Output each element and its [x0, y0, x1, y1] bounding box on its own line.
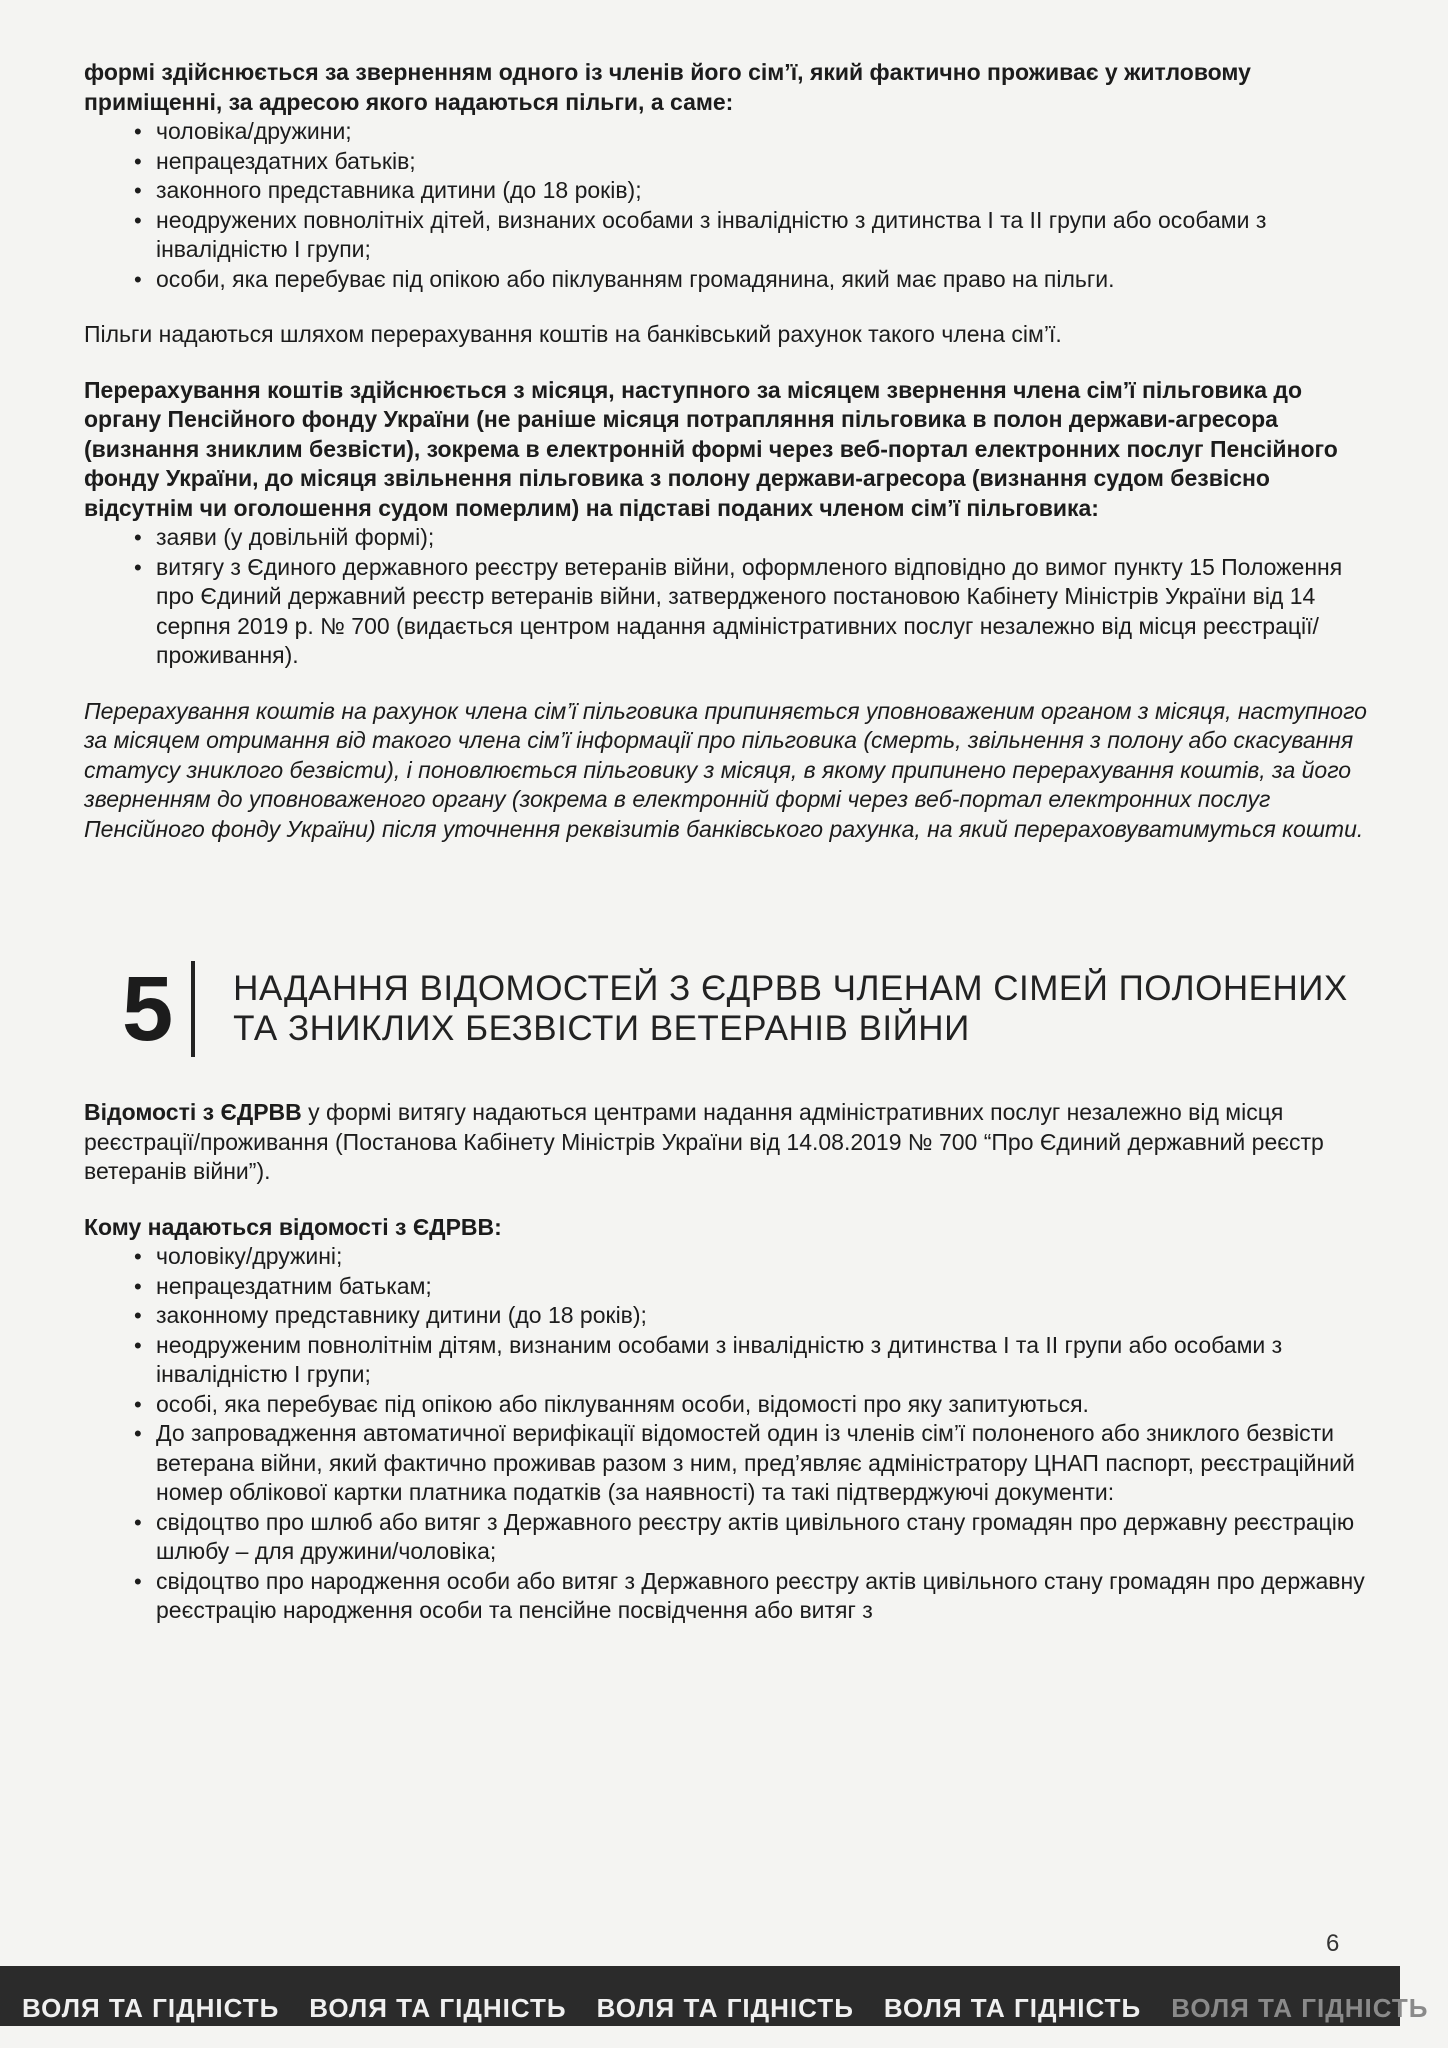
list-item: • заяви (у довільній формі); — [84, 523, 1374, 553]
transfer-rule: Перерахування коштів здійснюється з місяця, наступного за місяцем звернення члена сім’ї пільговика до органу Пенсійного фонду України (не раніше місяця потрапляння пільговика в полон держави-агресора (визнання зниклим безвісти), зокрема в електронній формі через веб-портал електронних послуг Пенсійного фонду України, до місяця звільнення пільговика з полону держави-агресора (визнання судом безвісно відсутнім чи оголошення судом померлим) на підставі поданих членом сім’ї пільговика: — [84, 376, 1338, 521]
list-item: • свідоцтво про шлюб або витяг з Державного реєстру актів цивільного стану громадян про державну реєстрацію шлюбу – для дружини/чоловіка; — [84, 1508, 1374, 1567]
edrvv-text: у формі витягу надаються центрами надання адміністративних послуг незалежно від місця реєстрації/проживання (Постанова Кабінету Міністрів України від 14.08.2019 № 700 “Про Єдиний державний реєстр ветеранів війни”). — [84, 1099, 1324, 1184]
list-item: • законного представника дитини (до 18 років); — [84, 176, 1374, 206]
list-item: • неодруженим повнолітнім дітям, визнаним особами з інвалідністю з дитинства I та II групи або особами з інвалідністю I групи; — [84, 1331, 1374, 1390]
recipients-list — [84, 1242, 1374, 1626]
section-title-line: ТА ЗНИКЛИХ БЕЗВІСТИ ВЕТЕРАНІВ ВІЙНИ — [233, 1009, 970, 1048]
section-title-line: НАДАННЯ ВІДОМОСТЕЙ З ЄДРВВ ЧЛЕНАМ СІМЕЙ ПОЛОНЕНИХ — [233, 969, 1348, 1008]
list-item: • неодружених повнолітніх дітей, визнаних особами з інвалідністю з дитинства I та II групи або особами з інвалідністю I групи; — [84, 206, 1374, 265]
footer-motto: ВОЛЯ ТА ГІДНІСТЬ — [22, 1993, 280, 2023]
footer-motto: ВОЛЯ ТА ГІДНІСТЬ — [883, 1993, 1142, 2023]
list-item: • чоловіка/дружини; — [84, 117, 1374, 147]
edrvv-paragraph — [84, 1098, 1374, 1187]
list-item: • особи, яка перебуває під опікою або піклуванням громадянина, який має право на пільги. — [84, 265, 1374, 295]
footer-motto: ВОЛЯ ТА ГІДНІСТЬ — [596, 1993, 854, 2023]
footer-band — [0, 1966, 1429, 2026]
list-item: • витягу з Єдиного державного реєстру ветеранів війни, оформленого відповідно до вимог пункту 15 Положення про Єдиний державний реєстр ветеранів війни, затвердженого постановою Кабінету Міністрів України від 14 серпня 2019 р. № 700 (видається центром надання адміністративних послуг незалежно від місця реєстрації/проживання). — [84, 553, 1374, 671]
section-heading — [122, 954, 1374, 1064]
intro-paragraph: формі здійснюється за зверненням одного із членів його сім’ї, який фактично проживає у житловому приміщенні, за адресою якого надаються пільги, а саме: — [84, 59, 1251, 115]
list-item: • непрацездатних батьків; — [84, 147, 1374, 177]
documents-list — [84, 523, 1374, 671]
list-item: • особі, яка перебуває під опікою або піклуванням особи, відомості про яку запитуються. — [84, 1390, 1374, 1420]
transfer-note: Пільги надаються шляхом перерахування коштів на банківський рахунок такого члена сім’ї. — [84, 321, 1062, 347]
recipients-heading: Кому надаються відомості з ЄДРВВ: — [84, 1213, 502, 1240]
section-divider — [191, 961, 195, 1057]
section-title — [233, 969, 1348, 1049]
section-number: 5 — [122, 958, 174, 1060]
termination-paragraph: Перерахування коштів на рахунок члена сім’ї пільговика припиняється уповноваженим органом з місяця, наступного за місяцем отримання від такого члена сім’ї інформації про пільговика (смерть, звільнення з полону або скасування статусу зниклого безвісти), і поновлюється пільговику з місяця, в якому припинено перерахування коштів, за його зверненням до уповноваженого органу (зокрема в електронній формі через веб-портал електронних послуг Пенсійного фонду України) після уточнення реквізитів банківського рахунка, на який перераховуватимуться кошти. — [84, 697, 1367, 842]
list-item: • чоловіку/дружині; — [84, 1242, 1374, 1272]
list-item: • свідоцтво про народження особи або витяг з Державного реєстру актів цивільного стану громадян про державну реєстрацію народження особи та пенсійне посвідчення або витяг з — [84, 1567, 1374, 1626]
edrvv-lead: Відомості з ЄДРВВ — [84, 1099, 302, 1125]
list-item: • законному представнику дитини (до 18 років); — [84, 1301, 1374, 1331]
page-content — [84, 58, 1374, 1626]
family-members-list — [84, 117, 1374, 294]
page-number: 6 — [1326, 1930, 1340, 1957]
footer-motto: ВОЛЯ ТА ГІДНІСТЬ — [309, 1993, 567, 2023]
footer-motto: ВОЛЯ ТА ГІДНІСТЬ — [1171, 1993, 1429, 2023]
list-item: • непрацездатним батькам; — [84, 1272, 1374, 1302]
list-item: • До запровадження автоматичної верифікації відомостей один із членів сім’ї полоненого або зниклого безвісти ветерана війни, який фактично проживав разом з ним, пред’являє адміністратору ЦНАП паспорт, реєстраційний номер облікової картки платника податків (за наявності) та такі підтверджуючі документи: — [84, 1419, 1374, 1508]
